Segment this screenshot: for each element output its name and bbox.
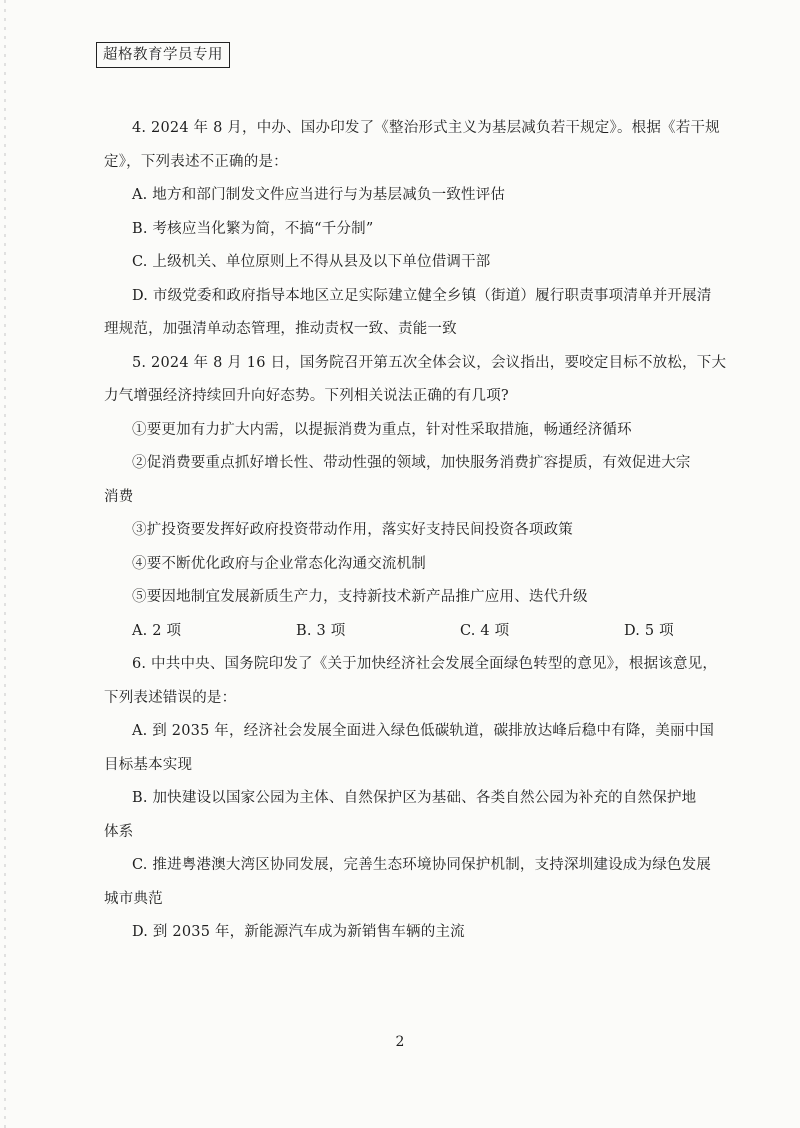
q6-option-c-line2: 城市典范 — [104, 890, 163, 907]
q6-stem-line1: 6. 中共中央、国务院印发了《关于加快经济社会发展全面绿色转型的意见》，根据该意见， — [132, 656, 718, 672]
header-label-box — [96, 42, 230, 68]
q6-stem-line2: 下列表述错误的是： — [104, 689, 237, 706]
q5-item-4: ④要不断优化政府与企业常态化沟通交流机制 — [132, 555, 426, 572]
question-5 — [104, 347, 736, 649]
q6-option-b-line2: 体系 — [104, 823, 134, 840]
q6-option-d: D. 到 2035 年，新能源汽车成为新销售车辆的主流 — [132, 924, 465, 940]
page-number: 2 — [395, 1034, 405, 1050]
q5-stem-line1: 5. 2024 年 8 月 16 日，国务院召开第五次全体会议，会议指出，要咬定目标不放松，下大 — [132, 354, 727, 371]
q4-option-d-line2: 理规范，加强清单动态管理，推动责权一致、责能一致 — [104, 321, 457, 337]
q4-option-d-line1: D. 市级党委和政府指导本地区立足实际建立健全乡镇（街道）履行职责事项清单并开展清 — [132, 287, 712, 304]
q4-stem-line1: 4. 2024 年 8 月，中办、国办印发了《整治形式主义为基层减负若干规定》。根据《若干规 — [132, 120, 720, 136]
q4-option-c: C. 上级机关、单位原则上不得从县及以下单位借调干部 — [132, 254, 491, 270]
q6-option-a-line1: A. 到 2035 年，经济社会发展全面进入绿色低碳轨道，碳排放达峰后稳中有降，美丽中国 — [132, 723, 715, 739]
q6-option-a-line2: 目标基本实现 — [104, 756, 193, 773]
q5-item-5: ⑤要因地制宜发展新质生产力，支持新技术新产品推广应用、迭代升级 — [132, 589, 588, 605]
question-4 — [104, 112, 736, 347]
q5-option-d: D. 5 项 — [624, 622, 674, 639]
q4-option-b: B. 考核应当化繁为简，不搞“千分制” — [132, 220, 374, 237]
q4-option-a: A. 地方和部门制发文件应当进行与为基层减负一致性评估 — [132, 187, 506, 203]
q5-option-c: C. 4 项 — [460, 622, 510, 639]
q5-option-b: B. 3 项 — [296, 622, 346, 639]
q6-option-c-line1: C. 推进粤港澳大湾区协同发展，完善生态环境协同保护机制，支持深圳建设成为绿色发展 — [132, 857, 711, 873]
scan-edge-mark — [4, 0, 6, 1128]
question-6 — [104, 648, 736, 950]
q5-option-a: A. 2 项 — [132, 622, 182, 639]
header-label: 超格教育学员专用 — [103, 47, 223, 63]
q5-item-2-line2: 消费 — [104, 488, 134, 505]
q5-options-row — [104, 615, 736, 649]
q5-item-2-line1: ②促消费要重点抓好增长性、带动性强的领域，加快服务消费扩容提质，有效促进大宗 — [132, 455, 691, 471]
page-content — [104, 112, 736, 950]
q5-item-1: ①要更加有力扩大内需，以提振消费为重点，针对性采取措施，畅通经济循环 — [132, 421, 632, 438]
q5-item-3: ③扩投资要发挥好政府投资带动作用，落实好支持民间投资各项政策 — [132, 522, 573, 538]
q4-stem-line2: 定》，下列表述不正确的是： — [104, 153, 288, 170]
q6-option-b-line1: B. 加快建设以国家公园为主体、自然保护区为基础、各类自然公园为补充的自然保护地 — [132, 790, 697, 806]
q5-stem-line2: 力气增强经济持续回升向好态势。下列相关说法正确的有几项? — [104, 388, 509, 404]
